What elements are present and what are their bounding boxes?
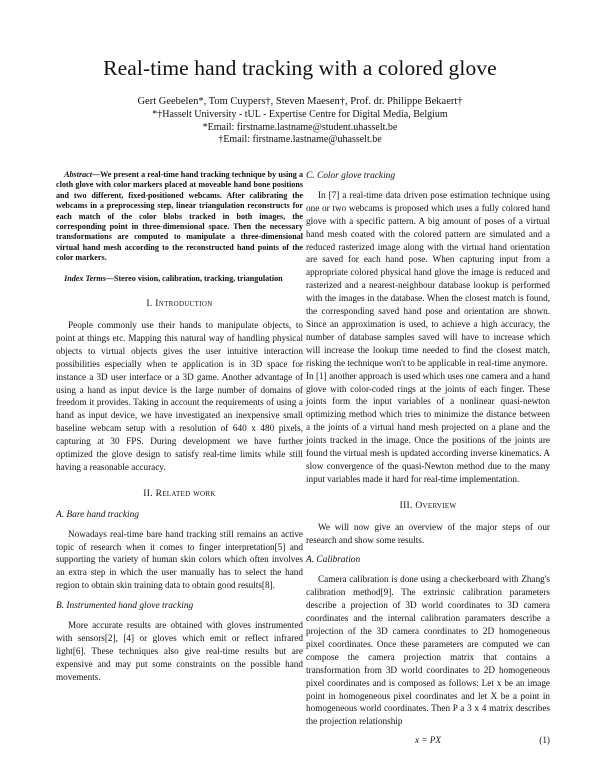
section-number: III. xyxy=(399,500,413,511)
section-number: I. xyxy=(146,299,153,310)
left-column xyxy=(56,170,303,684)
paper-title: Real-time hand tracking with a colored glove xyxy=(103,56,497,80)
section-heading-introduction xyxy=(56,298,303,311)
subsection-color-glove: C. Color glove tracking xyxy=(306,171,396,181)
color-glove-paragraph-1: In [7] a real-time data driven pose estimation technique using one or two webcams is proposed which uses a fully colored hand glove with a specific pattern. A big amount of poses of a virtual hand mesh coated with the colored pattern are simulated and a reduced rasterized image along with the virtual hand orientation are saved for each hand pose. When capturing input from a appropriate colored physical hand glove the image is reduced and rasterized and a nearest-neighbour database lookup is performed with the images in the database. When the closest match is found, the corresponding saved hand pose and orientation are shown. Since an approximation is used, to achieve a high accuracy, the number of database samples saved will have to increase which will increase the lookup time needed to find the closest match, risking the technique won't to be applicable in real-time anymore. xyxy=(306,189,550,368)
author-names: Gert Geebelen*, Tom Cuypers†, Steven Maesen†, Prof. dr. Philippe Bekaert† xyxy=(137,96,463,107)
section-number: II. xyxy=(143,488,153,499)
bare-hand-paragraph: Nowadays real-time bare hand tracking still remains an active topic of research when it comes to finger interpretation[5] and supporting the variety of human skin colors which often involves an extra step in which the user manually has to select the hand region to obtain skin training data to obtain good results[8]. xyxy=(56,528,303,591)
abstract-text: —We present a real-time hand tracking technique by using a cloth glove with color markers placed at moveable hand bone positions and two different, fixed-positioned webcams. After calibrating the webcams in a preprocessing step, linear triangulation reconstructs for each match of the color blobs tracked in both images, the corresponding point in three-dimensional space. Then the necessary transformations are computed to manipulate a three-dimensional virtual hand mesh according to the reconstructed hand points of the color markers. xyxy=(56,170,303,263)
section-title: Related work xyxy=(155,488,216,499)
email-staff: †Email: firstname.lastname@uhasselt.be xyxy=(218,134,382,146)
overview-paragraph: We will now give an overview of the major steps of our research and show some results. xyxy=(306,521,550,545)
index-terms-label: Index Terms xyxy=(64,273,106,283)
affiliation: *†Hasselt University - tUL - Expertise Centre for Digital Media, Belgium xyxy=(152,108,448,120)
instrumented-glove-paragraph: More accurate results are obtained with gloves instrumented with sensors[2], [4] or gloves which emit or reflect infrared light[6]. These techniques also give real-time results but are expensive and may put some constraints on the possible hand movements. xyxy=(56,620,303,682)
right-column xyxy=(306,170,550,748)
section-title: Introduction xyxy=(155,299,213,310)
section-heading-overview xyxy=(306,500,550,513)
color-glove-paragraph-2: In [1] another approach is used which uses one camera and a hand glove with color-coded rings at the joints of each finger. These joints form the input variables of a nonlinear quasi-newton optimizing method which tries to minimize the distance between a the joints of a virtual hand mesh projected on a plane and the joints tracked in the image. Once the positions of the joints are found the virtual mesh is updated according inverse kinematics. A slow convergence of the quasi-Newton method due to the many input variables made it hard for real-time implementation. xyxy=(306,370,550,484)
section-heading-related-work xyxy=(56,488,303,501)
intro-paragraph: People commonly use their hands to manipulate objects, to point at things etc. Mapping this natural way of handling physical objects to virtual objects gives the user intuitive interaction possibilities especially when te application is in 3D space for instance a 3D user interface or a 3D game. Another advantage of using a hand as input device is the large number of domains of freedom it provides. Taking in account the requirements of using a hand as input device, we have investigated an inexpensive small baseline webcam setup with a resolution of 640 x 480 pixels, capturing at 30 FPS. During development we have further optimized the glove design to satisfy real-time limits while still having a reasonable accuracy. xyxy=(56,319,303,472)
section-title: Overview xyxy=(415,500,457,511)
subsection-bare-hand: A. Bare hand tracking xyxy=(56,509,139,520)
equation-row xyxy=(306,734,550,748)
abstract xyxy=(56,170,303,264)
email-student: *Email: firstname.lastname@student.uhasselt.be xyxy=(202,121,398,133)
calibration-paragraph: Camera calibration is done using a checkerboard with Zhang's calibration method[9]. The extrinsic calibration parameters describe a projection of 3D world coordinates to 3D camera coordinates and the internal calibration paramaters describe a projection of the 3D camera coordinates to 2D homogeneous pixel coordinates. Once these parameters are computed we can compose the camera projection matrix that contains a transformation from 3D world coordinates to 2D homogeneous pixel coordinates and is composed as follows: Let x be an image point in homogeneous pixel coordinates and let X be a point in homogeneous world coordinates. Then P a 3 x 4 matrix describes the projection relationship xyxy=(306,574,550,727)
subsection-calibration: A. Calibration xyxy=(306,555,361,566)
equation-number: (1) xyxy=(539,735,550,746)
index-terms-text: —Stereo vision, calibration, tracking, triangulation xyxy=(105,273,283,283)
index-terms xyxy=(56,274,303,284)
equation: x = PX xyxy=(414,735,442,746)
subsection-instrumented-glove: B. Instrumented hand glove tracking xyxy=(56,601,194,612)
author-block xyxy=(0,96,600,147)
abstract-label: Abstract xyxy=(64,170,92,179)
